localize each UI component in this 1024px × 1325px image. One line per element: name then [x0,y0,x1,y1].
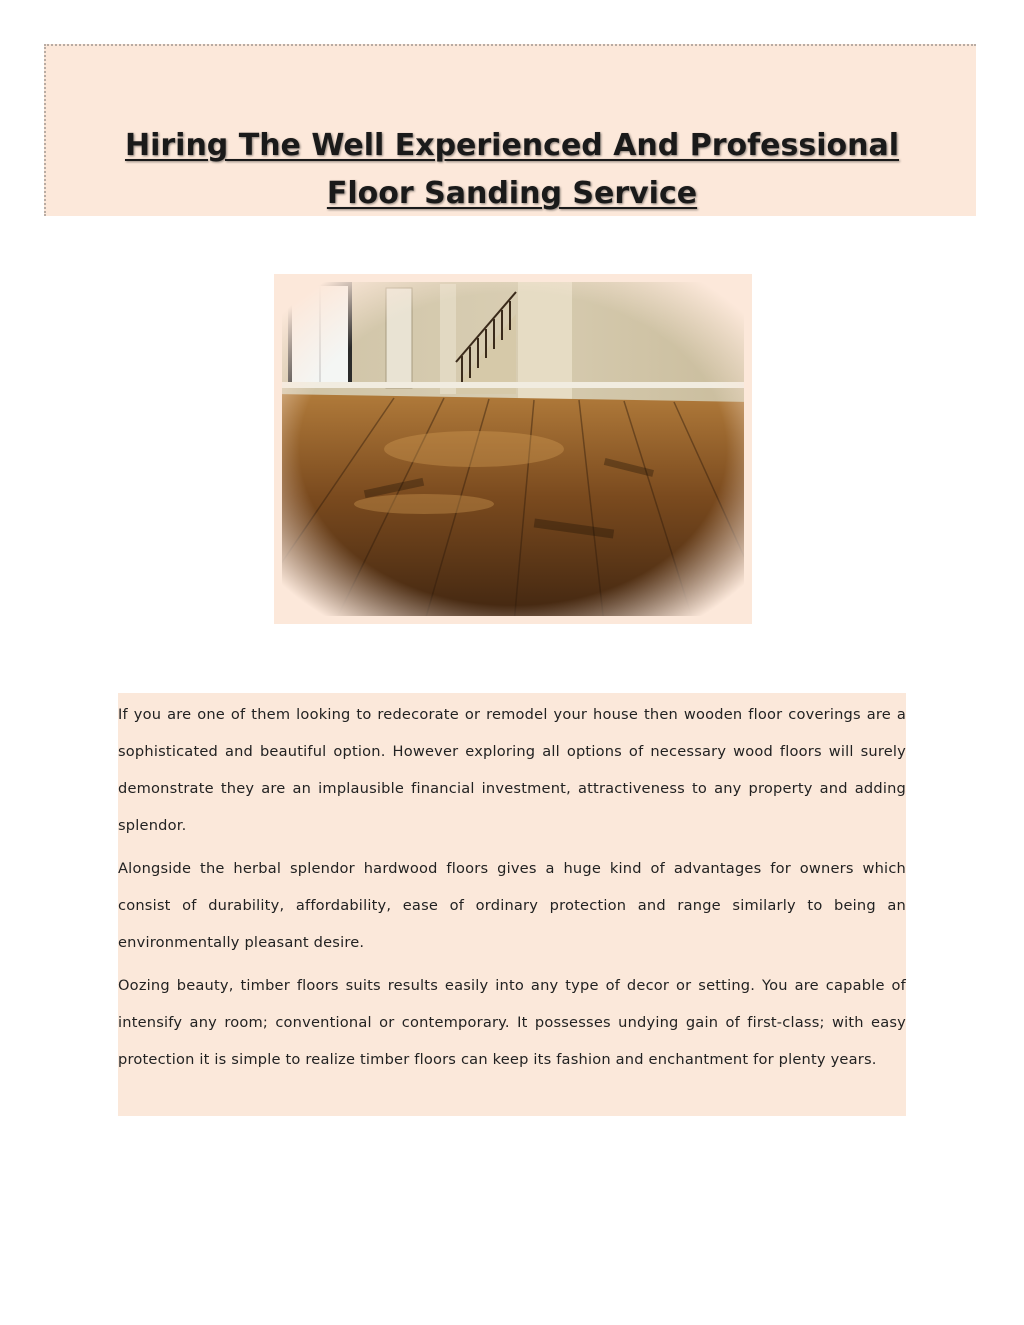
article-body [118,693,906,1116]
room-photo-illustration [274,274,752,624]
hardwood-floor-photo [274,274,752,624]
title-banner [44,44,976,216]
page-title [46,122,978,218]
paragraph-3: Oozing beauty, timber floors suits results easily into any type of decor or setting. You are capable of intensify any room; conventional or contemporary. It possesses undying gain of first-class; with easy protection it is simple to realize timber floors can keep its fashion and enchantment for plenty years. [118,977,906,1068]
paragraph-1: If you are one of them looking to redecorate or remodel your house then wooden floor coverings are a sophisticated and beautiful option. However exploring all options of necessary wood floors will surely demonstrate they are an implausible financial investment, attractiveness to any property and adding splendor. [118,706,906,834]
paragraph-2: Alongside the herbal splendor hardwood floors gives a huge kind of advantages for owners which consist of durability, affordability, ease of ordinary protection and range similarly to being an environmentally pleasant desire. [118,860,906,951]
title-line-1: Hiring The Well Experienced And Professional [124,128,899,163]
title-line-2: Floor Sanding Service [326,176,698,211]
